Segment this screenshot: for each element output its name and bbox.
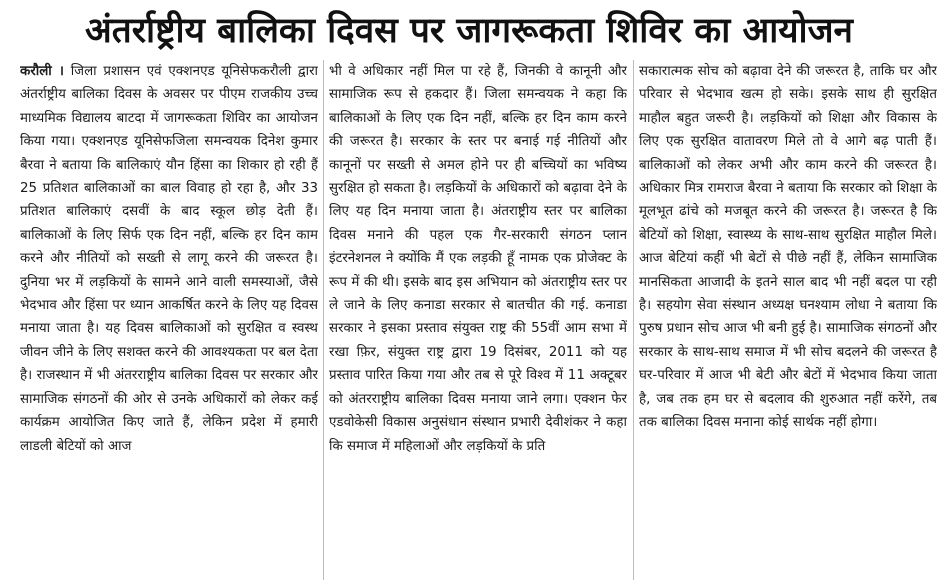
column-1-paragraph [20, 60, 318, 458]
column-divider [633, 60, 634, 580]
column-divider [323, 60, 324, 580]
article-body [20, 60, 937, 580]
article-column-1 [20, 60, 318, 580]
article-column-2 [329, 60, 627, 580]
column-1-text: जिला प्रशासन एवं एक्शनएड यूनिसेफकरौली द्वारा अंतर्राष्ट्रीय बालिका दिवस के अवसर पर पीएम राजकीय उच्च माध्यमिक विद्यालय बाटदा में जागरूकता शिविर का आयोजन किया गया। एक्शनएड यूनिसेफजिला समन्वयक दिनेश कुमार बैरवा ने बताया कि बालिकाएं यौन हिंसा का शिकार हो रही हैं 25 प्रतिशत बालिकाओं का बाल विवाह हो रहा है, और 33 प्रतिशत बालिकाएं दसवीं के बाद स्कूल छोड़ देती हैं। बालिकाओं के लिए सिर्फ एक दिन नहीं, बल्कि हर दिन काम करने और नीतियों को सख्ती से लागू करने की जरूरत है। दुनिया भर में लड़कियों के सामने आने वाली समस्याओं, जैसे भेदभाव और हिंसा पर ध्यान आकर्षित करने के लिए यह दिवस मनाया जाता है। यह दिवस बालिकाओं को सुरक्षित व स्वस्थ जीवन जीने के लिए सशक्त करने की आवश्यकता पर बल देता है। राजस्थान में भी अंतरराष्ट्रीय बालिका दिवस पर सरकार और सामाजिक संगठनों की ओर से उनके अधिकारों को लेकर कई कार्यक्रम आयोजित किए जाते हैं, लेकिन प्रदेश में हमारी लाडली बेटियों को आज [20, 64, 318, 454]
article-dateline: करौली । [20, 64, 64, 79]
column-3-text: सकारात्मक सोच को बढ़ावा देने की जरूरत है, ताकि घर और परिवार से भेदभाव खत्म हो सके। इसके साथ ही सुरक्षित माहौल बहुत जरूरी है। लड़कियों को शिक्षा और विकास के लिए एक सुरक्षित वातावरण मिले तो वे आगे बढ़ पाती हैं। बालिकाओं को लेकर अभी और काम करने की जरूरत है। अधिकार मित्र रामराज बैरवा ने बताया कि सरकार को शिक्षा के मूलभूत ढांचे को मजबूत करने की जरूरत है। जरूरत है कि बेटियों को शिक्षा, स्वास्थ्य के साथ-साथ सुरक्षित माहौल मिले। आज बेटियां कहीं भी बेटों से पीछे नहीं हैं, लेकिन सामाजिक मानसिकता आजादी के इतने साल बाद भी नहीं बदल पा रही है। सहयोग सेवा संस्थान अध्यक्ष घनश्याम लोधा ने बताया कि पुरुष प्रधान सोच आज भी बनी हुई है। सामाजिक संगठनों और सरकार के साथ-साथ समाज में भी सोच बदलने की जरूरत है घर-परिवार में आज भी बेटी और बेटों में भेदभाव किया जाता है, जब तक हम घर से बदलाव की शुरुआत नहीं करेंगे, तब तक बालिका दिवस मनाना कोई सार्थक नहीं होगा। [639, 64, 937, 431]
article-headline: अंतर्राष्ट्रीय बालिका दिवस पर जागरूकता शिविर का आयोजन [85, 11, 853, 51]
article-column-3 [639, 60, 937, 580]
column-2-text: भी वे अधिकार नहीं मिल पा रहे हैं, जिनकी वे कानूनी और सामाजिक रूप से हकदार हैं। जिला समन्वयक ने कहा कि बालिकाओं के लिए एक दिन नहीं, बल्कि हर दिन काम करने की जरूरत है। सरकार के स्तर पर बनाई गई नीतियों और कानूनों पर सख्ती से अमल होने पर ही बच्चियों का भविष्य सुरक्षित हो सकता है। लड़कियों के अधिकारों को बढ़ावा देने के लिए यह दिन मनाया जाता है। अंतराष्ट्रीय स्तर पर बालिका दिवस मनाने की पहल एक गैर-सरकारी संगठन प्लान इंटरनेशनल ने क्योंकि मैं एक लड़की हूँ नामक एक प्रोजेक्ट के रूप में की थी। इसके बाद इस अभियान को अंतराष्ट्रीय स्तर पर ले जाने के लिए कनाडा सरकार से बातचीत की गई. कनाडा सरकार ने इसका प्रस्ताव संयुक्त राष्ट्र की 55वीं आम सभा में रखा फ़िर, संयुक्त राष्ट्र द्वारा 19 दिसंबर, 2011 को यह प्रस्ताव पारित किया गया और तब से पूरे विश्व में 11 अक्टूबर को अंतरराष्ट्रीय बालिका दिवस मनाया जाने लगा। एक्शन फेर एडवोकेसी विकास अनुसंधान संस्थान प्रभारी देवीशंकर ने कहा कि समाज में महिलाओं और लड़कियों के प्रति [329, 64, 627, 454]
